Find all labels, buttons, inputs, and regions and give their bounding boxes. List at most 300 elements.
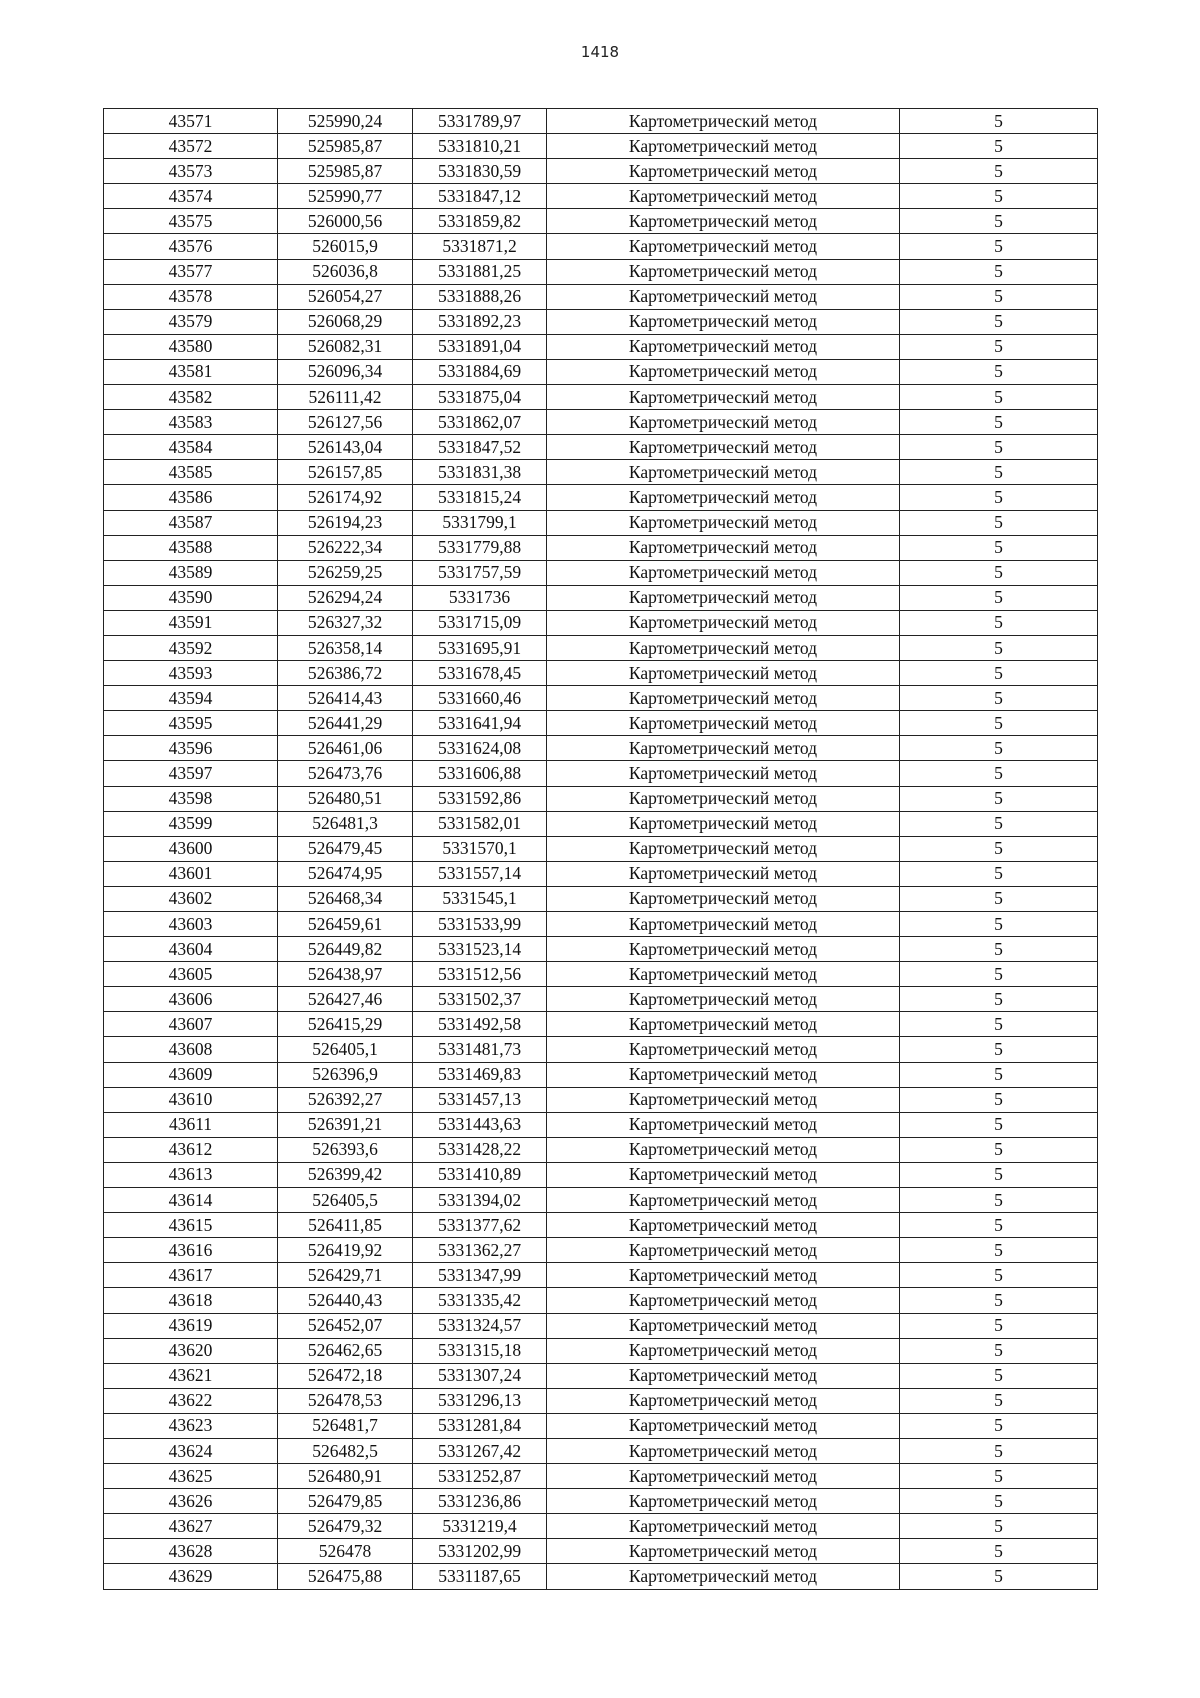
- accuracy-cell: 5: [900, 1313, 1098, 1338]
- page-number: 1418: [580, 43, 620, 61]
- table-row: [104, 560, 1098, 585]
- table-row: [104, 661, 1098, 686]
- y-coordinate-cell: 5331545,1: [413, 886, 547, 911]
- y-coordinate-cell: 5331892,23: [413, 309, 547, 334]
- accuracy-cell: 5: [900, 410, 1098, 435]
- y-coordinate-cell: 5331219,4: [413, 1514, 547, 1539]
- point-number-cell: 43609: [104, 1062, 278, 1087]
- x-coordinate-cell: 525985,87: [278, 159, 413, 184]
- y-coordinate-cell: 5331512,56: [413, 962, 547, 987]
- x-coordinate-cell: 526452,07: [278, 1313, 413, 1338]
- y-coordinate-cell: 5331582,01: [413, 811, 547, 836]
- point-number-cell: 43585: [104, 460, 278, 485]
- method-cell: Картометрический метод: [547, 1213, 900, 1238]
- accuracy-cell: 5: [900, 786, 1098, 811]
- method-cell: Картометрический метод: [547, 1012, 900, 1037]
- accuracy-cell: 5: [900, 284, 1098, 309]
- point-number-cell: 43615: [104, 1213, 278, 1238]
- method-cell: Картометрический метод: [547, 736, 900, 761]
- method-cell: Картометрический метод: [547, 962, 900, 987]
- x-coordinate-cell: 526259,25: [278, 560, 413, 585]
- y-coordinate-cell: 5331252,87: [413, 1464, 547, 1489]
- y-coordinate-cell: 5331815,24: [413, 485, 547, 510]
- y-coordinate-cell: 5331296,13: [413, 1388, 547, 1413]
- x-coordinate-cell: 526396,9: [278, 1062, 413, 1087]
- point-number-cell: 43597: [104, 761, 278, 786]
- point-number-cell: 43604: [104, 937, 278, 962]
- accuracy-cell: 5: [900, 460, 1098, 485]
- table-row: [104, 535, 1098, 560]
- point-number-cell: 43592: [104, 635, 278, 660]
- x-coordinate-cell: 526405,5: [278, 1188, 413, 1213]
- point-number-cell: 43621: [104, 1363, 278, 1388]
- y-coordinate-cell: 5331871,2: [413, 234, 547, 259]
- accuracy-cell: 5: [900, 1188, 1098, 1213]
- table-row: [104, 184, 1098, 209]
- table-row: [104, 134, 1098, 159]
- method-cell: Картометрический метод: [547, 886, 900, 911]
- table-row: [104, 1514, 1098, 1539]
- accuracy-cell: 5: [900, 1037, 1098, 1062]
- accuracy-cell: 5: [900, 259, 1098, 284]
- table-row: [104, 284, 1098, 309]
- accuracy-cell: 5: [900, 1489, 1098, 1514]
- accuracy-cell: 5: [900, 1238, 1098, 1263]
- method-cell: Картометрический метод: [547, 460, 900, 485]
- y-coordinate-cell: 5331881,25: [413, 259, 547, 284]
- method-cell: Картометрический метод: [547, 761, 900, 786]
- method-cell: Картометрический метод: [547, 109, 900, 134]
- accuracy-cell: 5: [900, 234, 1098, 259]
- method-cell: Картометрический метод: [547, 610, 900, 635]
- point-number-cell: 43590: [104, 585, 278, 610]
- point-number-cell: 43605: [104, 962, 278, 987]
- x-coordinate-cell: 526157,85: [278, 460, 413, 485]
- x-coordinate-cell: 526475,88: [278, 1564, 413, 1589]
- x-coordinate-cell: 525990,77: [278, 184, 413, 209]
- table-row: [104, 259, 1098, 284]
- method-cell: Картометрический метод: [547, 1539, 900, 1564]
- point-number-cell: 43573: [104, 159, 278, 184]
- y-coordinate-cell: 5331533,99: [413, 912, 547, 937]
- x-coordinate-cell: 526478: [278, 1539, 413, 1564]
- accuracy-cell: 5: [900, 761, 1098, 786]
- table-row: [104, 1313, 1098, 1338]
- y-coordinate-cell: 5331757,59: [413, 560, 547, 585]
- table-body: [104, 109, 1098, 1590]
- accuracy-cell: 5: [900, 359, 1098, 384]
- point-number-cell: 43603: [104, 912, 278, 937]
- table-row: [104, 786, 1098, 811]
- method-cell: Картометрический метод: [547, 259, 900, 284]
- point-number-cell: 43623: [104, 1413, 278, 1438]
- method-cell: Картометрический метод: [547, 1288, 900, 1313]
- table-row: [104, 861, 1098, 886]
- y-coordinate-cell: 5331715,09: [413, 610, 547, 635]
- y-coordinate-cell: 5331606,88: [413, 761, 547, 786]
- table-row: [104, 1489, 1098, 1514]
- y-coordinate-cell: 5331281,84: [413, 1413, 547, 1438]
- method-cell: Картометрический метод: [547, 1137, 900, 1162]
- table-row: [104, 209, 1098, 234]
- y-coordinate-cell: 5331362,27: [413, 1238, 547, 1263]
- table-row: [104, 1263, 1098, 1288]
- accuracy-cell: 5: [900, 1438, 1098, 1463]
- y-coordinate-cell: 5331523,14: [413, 937, 547, 962]
- accuracy-cell: 5: [900, 1112, 1098, 1137]
- accuracy-cell: 5: [900, 1539, 1098, 1564]
- accuracy-cell: 5: [900, 1514, 1098, 1539]
- y-coordinate-cell: 5331624,08: [413, 736, 547, 761]
- point-number-cell: 43572: [104, 134, 278, 159]
- table-row: [104, 761, 1098, 786]
- point-number-cell: 43578: [104, 284, 278, 309]
- y-coordinate-cell: 5331469,83: [413, 1062, 547, 1087]
- method-cell: Картометрический метод: [547, 1037, 900, 1062]
- point-number-cell: 43626: [104, 1489, 278, 1514]
- point-number-cell: 43576: [104, 234, 278, 259]
- table-row: [104, 485, 1098, 510]
- table-row: [104, 610, 1098, 635]
- method-cell: Картометрический метод: [547, 1514, 900, 1539]
- y-coordinate-cell: 5331324,57: [413, 1313, 547, 1338]
- method-cell: Картометрический метод: [547, 1564, 900, 1589]
- accuracy-cell: 5: [900, 485, 1098, 510]
- point-number-cell: 43607: [104, 1012, 278, 1037]
- point-number-cell: 43625: [104, 1464, 278, 1489]
- x-coordinate-cell: 526327,32: [278, 610, 413, 635]
- accuracy-cell: 5: [900, 886, 1098, 911]
- accuracy-cell: 5: [900, 736, 1098, 761]
- point-number-cell: 43598: [104, 786, 278, 811]
- point-number-cell: 43627: [104, 1514, 278, 1539]
- table-row: [104, 1464, 1098, 1489]
- y-coordinate-cell: 5331236,86: [413, 1489, 547, 1514]
- table-row: [104, 510, 1098, 535]
- x-coordinate-cell: 526481,7: [278, 1413, 413, 1438]
- x-coordinate-cell: 526036,8: [278, 259, 413, 284]
- table-row: [104, 410, 1098, 435]
- point-number-cell: 43593: [104, 661, 278, 686]
- accuracy-cell: 5: [900, 560, 1098, 585]
- accuracy-cell: 5: [900, 836, 1098, 861]
- method-cell: Картометрический метод: [547, 635, 900, 660]
- y-coordinate-cell: 5331789,97: [413, 109, 547, 134]
- x-coordinate-cell: 526472,18: [278, 1363, 413, 1388]
- table-row: [104, 886, 1098, 911]
- method-cell: Картометрический метод: [547, 1087, 900, 1112]
- method-cell: Картометрический метод: [547, 861, 900, 886]
- point-number-cell: 43616: [104, 1238, 278, 1263]
- method-cell: Картометрический метод: [547, 159, 900, 184]
- x-coordinate-cell: 526222,34: [278, 535, 413, 560]
- table-row: [104, 1338, 1098, 1363]
- point-number-cell: 43571: [104, 109, 278, 134]
- y-coordinate-cell: 5331810,21: [413, 134, 547, 159]
- x-coordinate-cell: 526386,72: [278, 661, 413, 686]
- y-coordinate-cell: 5331377,62: [413, 1213, 547, 1238]
- x-coordinate-cell: 526399,42: [278, 1162, 413, 1187]
- x-coordinate-cell: 526096,34: [278, 359, 413, 384]
- method-cell: Картометрический метод: [547, 585, 900, 610]
- x-coordinate-cell: 526054,27: [278, 284, 413, 309]
- point-number-cell: 43601: [104, 861, 278, 886]
- table-row: [104, 1112, 1098, 1137]
- method-cell: Картометрический метод: [547, 1263, 900, 1288]
- method-cell: Картометрический метод: [547, 1188, 900, 1213]
- x-coordinate-cell: 526459,61: [278, 912, 413, 937]
- point-number-cell: 43606: [104, 987, 278, 1012]
- method-cell: Картометрический метод: [547, 1388, 900, 1413]
- table-row: [104, 1037, 1098, 1062]
- accuracy-cell: 5: [900, 585, 1098, 610]
- point-number-cell: 43619: [104, 1313, 278, 1338]
- x-coordinate-cell: 526391,21: [278, 1112, 413, 1137]
- accuracy-cell: 5: [900, 711, 1098, 736]
- method-cell: Картометрический метод: [547, 1363, 900, 1388]
- y-coordinate-cell: 5331660,46: [413, 686, 547, 711]
- x-coordinate-cell: 526392,27: [278, 1087, 413, 1112]
- table-row: [104, 1087, 1098, 1112]
- y-coordinate-cell: 5331347,99: [413, 1263, 547, 1288]
- x-coordinate-cell: 526393,6: [278, 1137, 413, 1162]
- x-coordinate-cell: 526468,34: [278, 886, 413, 911]
- method-cell: Картометрический метод: [547, 435, 900, 460]
- x-coordinate-cell: 526429,71: [278, 1263, 413, 1288]
- x-coordinate-cell: 526174,92: [278, 485, 413, 510]
- x-coordinate-cell: 526478,53: [278, 1388, 413, 1413]
- method-cell: Картометрический метод: [547, 1112, 900, 1137]
- point-number-cell: 43600: [104, 836, 278, 861]
- accuracy-cell: 5: [900, 385, 1098, 410]
- point-number-cell: 43628: [104, 1539, 278, 1564]
- table-row: [104, 987, 1098, 1012]
- table-row: [104, 1539, 1098, 1564]
- method-cell: Картометрический метод: [547, 284, 900, 309]
- x-coordinate-cell: 526015,9: [278, 234, 413, 259]
- accuracy-cell: 5: [900, 1263, 1098, 1288]
- x-coordinate-cell: 526474,95: [278, 861, 413, 886]
- y-coordinate-cell: 5331859,82: [413, 209, 547, 234]
- table-row: [104, 912, 1098, 937]
- method-cell: Картометрический метод: [547, 309, 900, 334]
- x-coordinate-cell: 526480,91: [278, 1464, 413, 1489]
- x-coordinate-cell: 526358,14: [278, 635, 413, 660]
- x-coordinate-cell: 526082,31: [278, 334, 413, 359]
- table-row: [104, 1188, 1098, 1213]
- method-cell: Картометрический метод: [547, 234, 900, 259]
- accuracy-cell: 5: [900, 134, 1098, 159]
- accuracy-cell: 5: [900, 661, 1098, 686]
- accuracy-cell: 5: [900, 309, 1098, 334]
- accuracy-cell: 5: [900, 1413, 1098, 1438]
- method-cell: Картометрический метод: [547, 1338, 900, 1363]
- accuracy-cell: 5: [900, 861, 1098, 886]
- x-coordinate-cell: 526143,04: [278, 435, 413, 460]
- accuracy-cell: 5: [900, 109, 1098, 134]
- accuracy-cell: 5: [900, 686, 1098, 711]
- x-coordinate-cell: 526479,32: [278, 1514, 413, 1539]
- accuracy-cell: 5: [900, 435, 1098, 460]
- table-row: [104, 385, 1098, 410]
- y-coordinate-cell: 5331481,73: [413, 1037, 547, 1062]
- y-coordinate-cell: 5331891,04: [413, 334, 547, 359]
- x-coordinate-cell: 525990,24: [278, 109, 413, 134]
- y-coordinate-cell: 5331428,22: [413, 1137, 547, 1162]
- method-cell: Картометрический метод: [547, 1062, 900, 1087]
- x-coordinate-cell: 526473,76: [278, 761, 413, 786]
- accuracy-cell: 5: [900, 811, 1098, 836]
- x-coordinate-cell: 526480,51: [278, 786, 413, 811]
- table-row: [104, 736, 1098, 761]
- x-coordinate-cell: 526440,43: [278, 1288, 413, 1313]
- table-row: [104, 1162, 1098, 1187]
- y-coordinate-cell: 5331862,07: [413, 410, 547, 435]
- y-coordinate-cell: 5331830,59: [413, 159, 547, 184]
- table-row: [104, 836, 1098, 861]
- method-cell: Картометрический метод: [547, 134, 900, 159]
- point-number-cell: 43574: [104, 184, 278, 209]
- y-coordinate-cell: 5331492,58: [413, 1012, 547, 1037]
- y-coordinate-cell: 5331187,65: [413, 1564, 547, 1589]
- point-number-cell: 43579: [104, 309, 278, 334]
- x-coordinate-cell: 526441,29: [278, 711, 413, 736]
- x-coordinate-cell: 526481,3: [278, 811, 413, 836]
- point-number-cell: 43594: [104, 686, 278, 711]
- accuracy-cell: 5: [900, 1338, 1098, 1363]
- accuracy-cell: 5: [900, 962, 1098, 987]
- point-number-cell: 43617: [104, 1263, 278, 1288]
- x-coordinate-cell: 526127,56: [278, 410, 413, 435]
- x-coordinate-cell: 526479,85: [278, 1489, 413, 1514]
- point-number-cell: 43618: [104, 1288, 278, 1313]
- x-coordinate-cell: 526294,24: [278, 585, 413, 610]
- table-row: [104, 1062, 1098, 1087]
- y-coordinate-cell: 5331443,63: [413, 1112, 547, 1137]
- y-coordinate-cell: 5331847,12: [413, 184, 547, 209]
- accuracy-cell: 5: [900, 1213, 1098, 1238]
- point-number-cell: 43596: [104, 736, 278, 761]
- y-coordinate-cell: 5331847,52: [413, 435, 547, 460]
- y-coordinate-cell: 5331410,89: [413, 1162, 547, 1187]
- accuracy-cell: 5: [900, 1363, 1098, 1388]
- method-cell: Картометрический метод: [547, 987, 900, 1012]
- point-number-cell: 43595: [104, 711, 278, 736]
- method-cell: Картометрический метод: [547, 1438, 900, 1463]
- table-row: [104, 460, 1098, 485]
- table-row: [104, 937, 1098, 962]
- x-coordinate-cell: 526479,45: [278, 836, 413, 861]
- x-coordinate-cell: 526461,06: [278, 736, 413, 761]
- y-coordinate-cell: 5331779,88: [413, 535, 547, 560]
- accuracy-cell: 5: [900, 912, 1098, 937]
- table-row: [104, 1137, 1098, 1162]
- table-row: [104, 1388, 1098, 1413]
- method-cell: Картометрический метод: [547, 1238, 900, 1263]
- x-coordinate-cell: 526000,56: [278, 209, 413, 234]
- x-coordinate-cell: 525985,87: [278, 134, 413, 159]
- point-number-cell: 43587: [104, 510, 278, 535]
- y-coordinate-cell: 5331831,38: [413, 460, 547, 485]
- method-cell: Картометрический метод: [547, 711, 900, 736]
- accuracy-cell: 5: [900, 159, 1098, 184]
- point-number-cell: 43589: [104, 560, 278, 585]
- point-number-cell: 43580: [104, 334, 278, 359]
- y-coordinate-cell: 5331502,37: [413, 987, 547, 1012]
- table-row: [104, 334, 1098, 359]
- coordinates-table: [103, 108, 1098, 1590]
- y-coordinate-cell: 5331315,18: [413, 1338, 547, 1363]
- y-coordinate-cell: 5331888,26: [413, 284, 547, 309]
- point-number-cell: 43612: [104, 1137, 278, 1162]
- accuracy-cell: 5: [900, 334, 1098, 359]
- table-row: [104, 585, 1098, 610]
- x-coordinate-cell: 526194,23: [278, 510, 413, 535]
- table-row: [104, 1363, 1098, 1388]
- table-row: [104, 309, 1098, 334]
- method-cell: Картометрический метод: [547, 912, 900, 937]
- accuracy-cell: 5: [900, 1288, 1098, 1313]
- y-coordinate-cell: 5331202,99: [413, 1539, 547, 1564]
- accuracy-cell: 5: [900, 987, 1098, 1012]
- x-coordinate-cell: 526438,97: [278, 962, 413, 987]
- x-coordinate-cell: 526111,42: [278, 385, 413, 410]
- y-coordinate-cell: 5331695,91: [413, 635, 547, 660]
- table-row: [104, 109, 1098, 134]
- table-row: [104, 359, 1098, 384]
- y-coordinate-cell: 5331335,42: [413, 1288, 547, 1313]
- table-row: [104, 1213, 1098, 1238]
- method-cell: Картометрический метод: [547, 334, 900, 359]
- accuracy-cell: 5: [900, 510, 1098, 535]
- table-row: [104, 1012, 1098, 1037]
- table-row: [104, 635, 1098, 660]
- x-coordinate-cell: 526405,1: [278, 1037, 413, 1062]
- method-cell: Картометрический метод: [547, 1313, 900, 1338]
- method-cell: Картометрический метод: [547, 410, 900, 435]
- method-cell: Картометрический метод: [547, 359, 900, 384]
- x-coordinate-cell: 526068,29: [278, 309, 413, 334]
- accuracy-cell: 5: [900, 1137, 1098, 1162]
- x-coordinate-cell: 526482,5: [278, 1438, 413, 1463]
- table-row: [104, 1238, 1098, 1263]
- point-number-cell: 43620: [104, 1338, 278, 1363]
- y-coordinate-cell: 5331875,04: [413, 385, 547, 410]
- table-row: [104, 435, 1098, 460]
- accuracy-cell: 5: [900, 1388, 1098, 1413]
- point-number-cell: 43614: [104, 1188, 278, 1213]
- method-cell: Картометрический метод: [547, 1413, 900, 1438]
- method-cell: Картометрический метод: [547, 1489, 900, 1514]
- method-cell: Картометрический метод: [547, 786, 900, 811]
- method-cell: Картометрический метод: [547, 510, 900, 535]
- point-number-cell: 43575: [104, 209, 278, 234]
- point-number-cell: 43584: [104, 435, 278, 460]
- point-number-cell: 43622: [104, 1388, 278, 1413]
- point-number-cell: 43583: [104, 410, 278, 435]
- table-row: [104, 962, 1098, 987]
- method-cell: Картометрический метод: [547, 1162, 900, 1187]
- method-cell: Картометрический метод: [547, 937, 900, 962]
- table-row: [104, 1564, 1098, 1589]
- accuracy-cell: 5: [900, 1162, 1098, 1187]
- y-coordinate-cell: 5331267,42: [413, 1438, 547, 1463]
- table-row: [104, 159, 1098, 184]
- accuracy-cell: 5: [900, 1012, 1098, 1037]
- y-coordinate-cell: 5331736: [413, 585, 547, 610]
- y-coordinate-cell: 5331457,13: [413, 1087, 547, 1112]
- accuracy-cell: 5: [900, 610, 1098, 635]
